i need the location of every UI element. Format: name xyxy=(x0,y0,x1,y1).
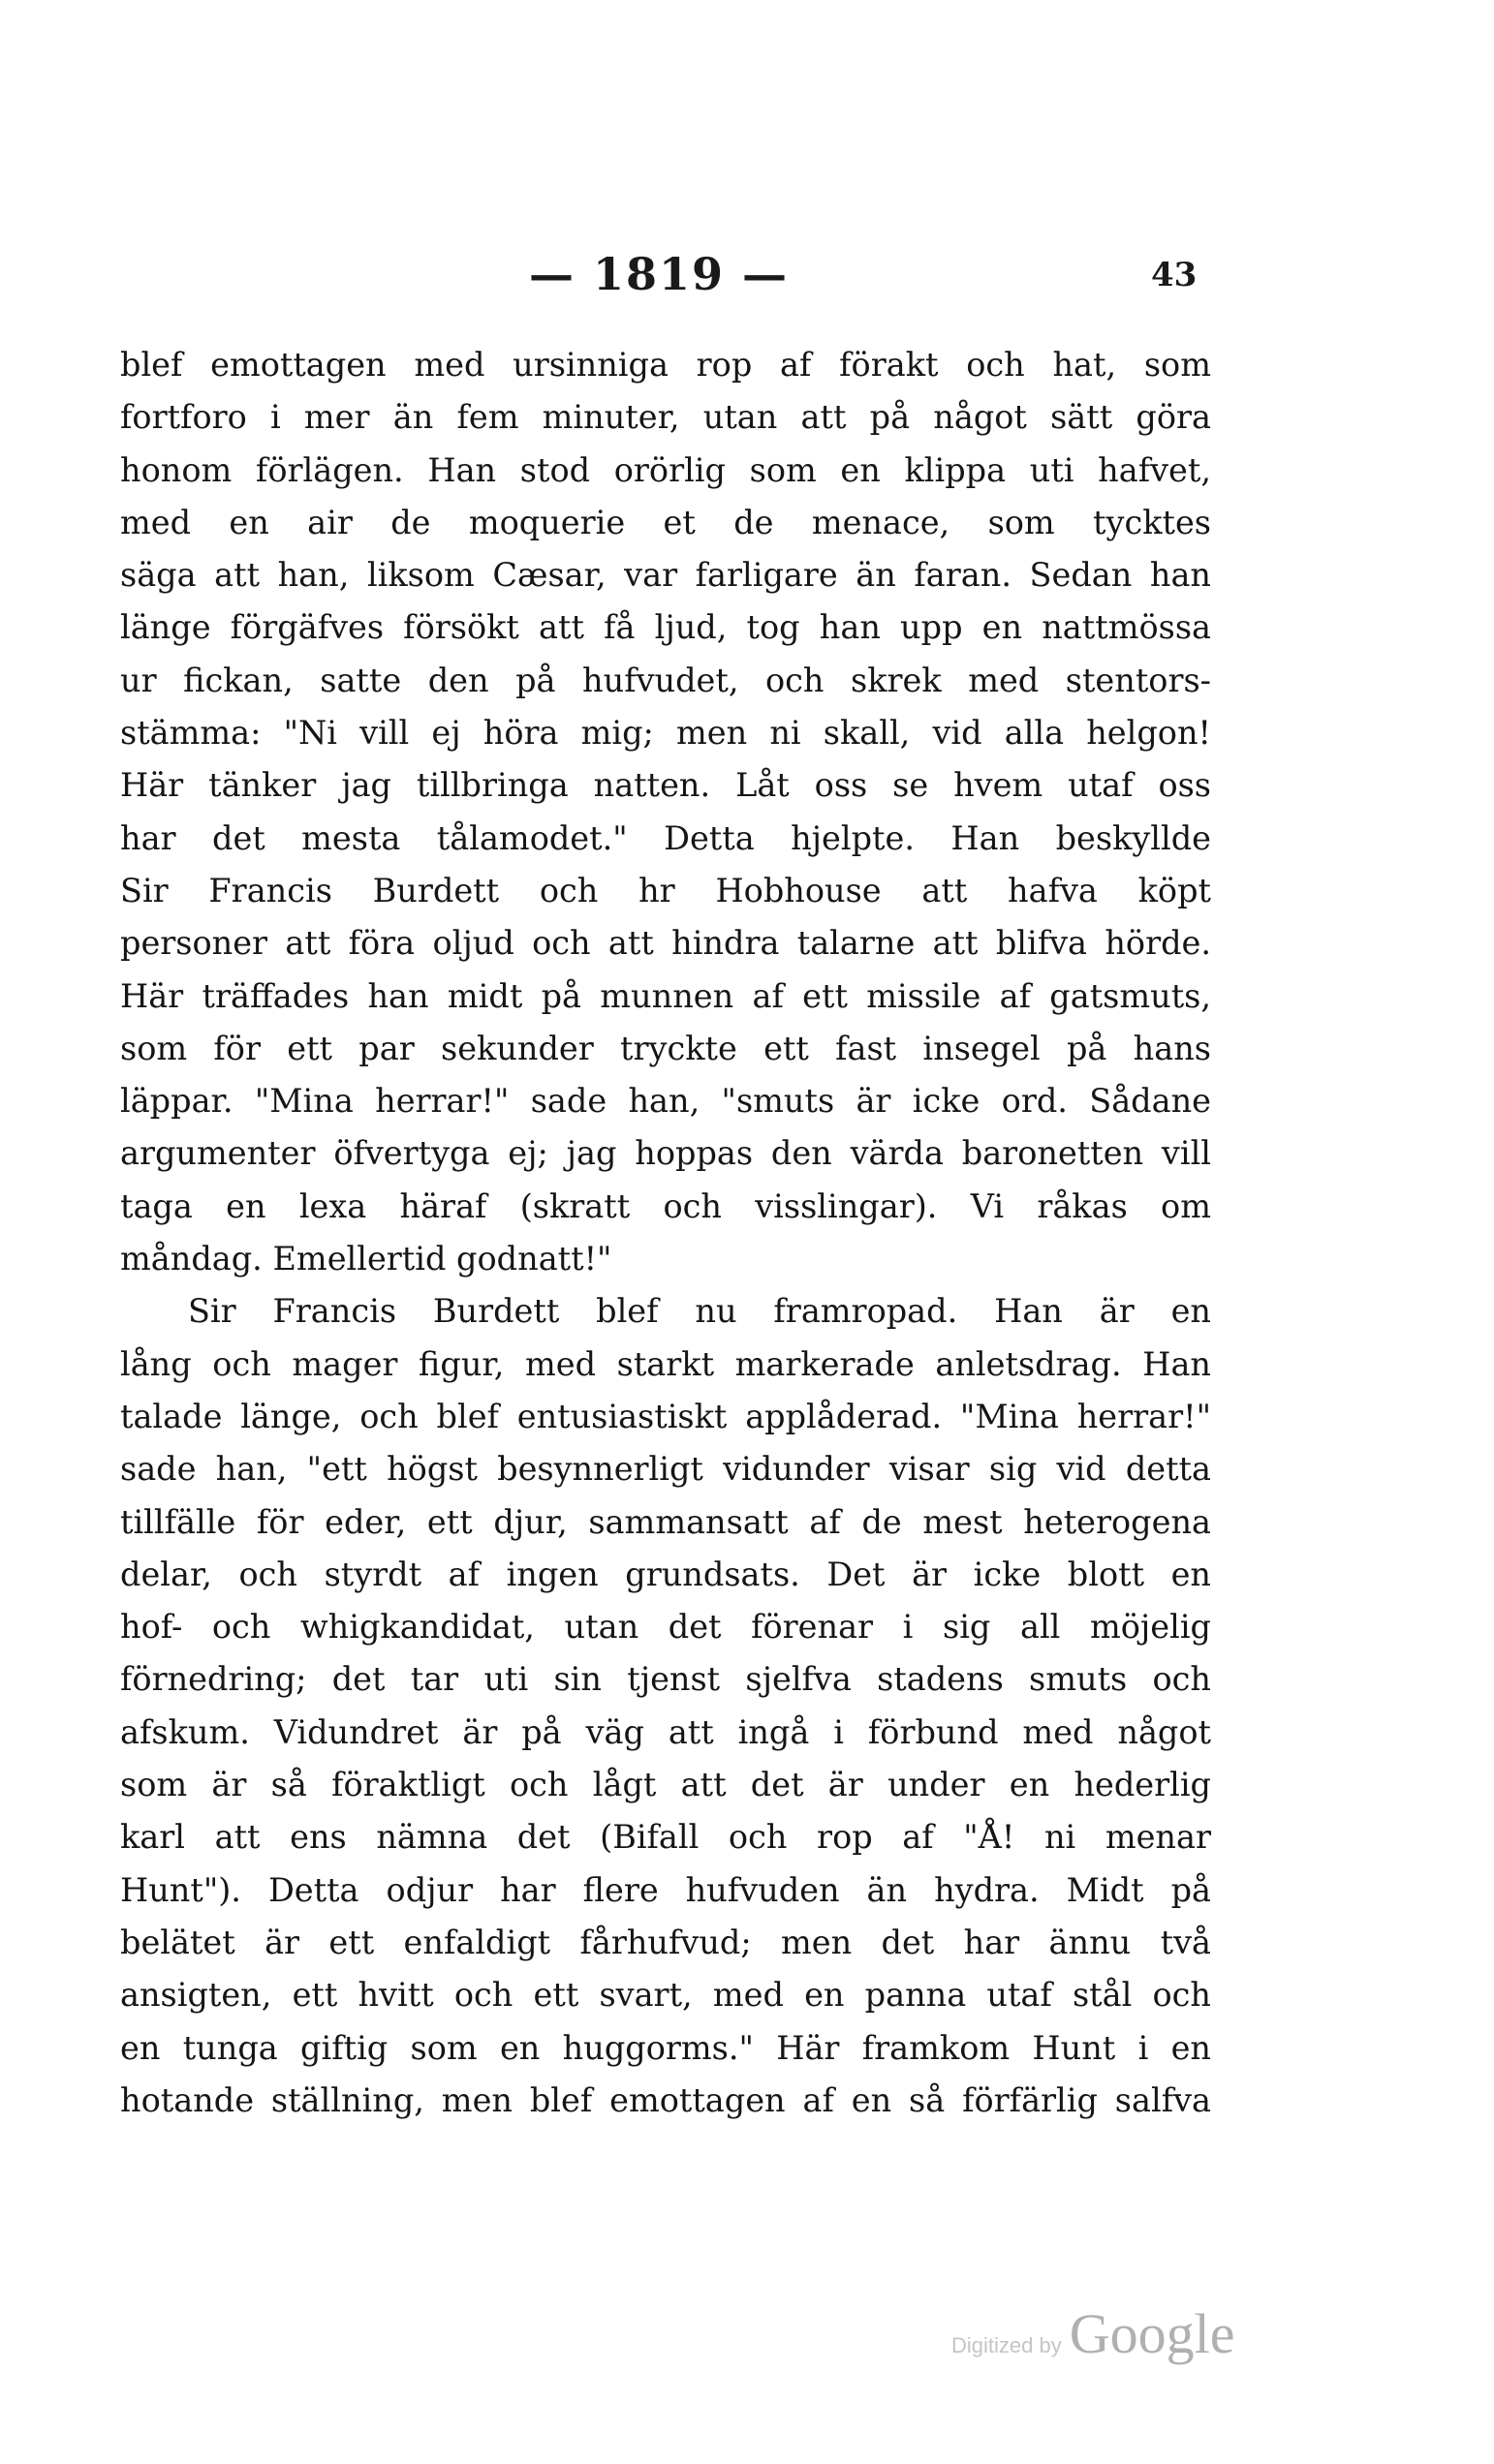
text-line: afskum. Vidundret är på väg att ingå i förbund med något xyxy=(120,1712,1211,1751)
text-line: Här träffades han midt på munnen af ett missile af gatsmuts, xyxy=(120,976,1211,1015)
text-line: hof- och whigkandidat, utan det förenar i sig all möjelig xyxy=(120,1608,1211,1647)
digitization-watermark xyxy=(951,2301,1234,2366)
text-line: talade länge, och blef entusiastiskt applåderad. "Mina herrar!" xyxy=(120,1397,1211,1435)
text-line: honom förlägen. Han stod orörlig som en klippa uti hafvet, xyxy=(120,450,1211,489)
text-line: personer att föra oljud och att hindra talarne att blifva hörde. xyxy=(120,924,1211,963)
google-logo: Google xyxy=(1069,2302,1235,2365)
page-header xyxy=(0,248,1494,306)
text-line: med en air de moquerie et de menace, som tycktes xyxy=(120,503,1211,541)
text-line: blef emottagen med ursinniga rop af förakt och hat, som xyxy=(120,346,1211,384)
page-number: 43 xyxy=(1151,256,1198,294)
text-line: karl att ens nämna det (Bifall och rop af "Å! ni menar xyxy=(120,1818,1211,1857)
text-line: Sir Francis Burdett blef nu framropad. Han är en xyxy=(188,1292,1211,1331)
text-line: stämma: "Ni vill ej höra mig; men ni skall, vid alla helgon! xyxy=(120,714,1211,753)
text-line: läppar. "Mina herrar!" sade han, "smuts är icke ord. Sådane xyxy=(120,1082,1211,1121)
text-line: en tunga giftig som en huggorms." Här framkom Hunt i en xyxy=(120,2028,1211,2067)
text-line: ansigten, ett hvitt och ett svart, med en panna utaf stål och xyxy=(120,1976,1211,2015)
text-line: förnedring; det tar uti sin tjenst sjelfva stadens smuts och xyxy=(120,1660,1211,1699)
text-line: lång och mager figur, med starkt markerade anletsdrag. Han xyxy=(120,1344,1211,1383)
running-head-year: — 1819 — xyxy=(528,248,790,300)
text-line: ur fickan, satte den på hufvudet, och skrek med stentors- xyxy=(120,661,1211,699)
text-line: belätet är ett enfaldigt fårhufvud; men det har ännu två xyxy=(120,1923,1211,1961)
text-line: fortforo i mer än fem minuter, utan att på något sätt göra xyxy=(120,398,1211,437)
text-line: Här tänker jag tillbringa natten. Låt oss se hvem utaf oss xyxy=(120,766,1211,805)
text-line: måndag. Emellertid godnatt!" xyxy=(120,1240,612,1278)
paragraph-2 xyxy=(120,1285,1211,2127)
digitized-by-label: Digitized by xyxy=(951,2333,1062,2357)
text-line: sade han, "ett högst besynnerligt vidunder visar sig vid detta xyxy=(120,1450,1211,1489)
text-line: tillfälle för eder, ett djur, sammansatt af de mest heterogena xyxy=(120,1502,1211,1541)
text-line: Sir Francis Burdett och hr Hobhouse att hafva köpt xyxy=(120,871,1211,909)
text-line: säga att han, liksom Cæsar, var farligare än faran. Sedan han xyxy=(120,556,1211,595)
text-line: som för ett par sekunder tryckte ett fast insegel på hans xyxy=(120,1029,1211,1067)
text-line: som är så föraktligt och lågt att det är under en hederlig xyxy=(120,1766,1211,1804)
text-line: Hunt"). Detta odjur har flere hufvuden än hydra. Midt på xyxy=(120,1870,1211,1909)
text-line: argumenter öfvertyga ej; jag hoppas den värda baronetten vill xyxy=(120,1134,1211,1173)
body-text xyxy=(120,339,1211,2127)
text-line: har det mesta tålamodet." Detta hjelpte. Han beskyllde xyxy=(120,818,1211,857)
paragraph-1 xyxy=(120,339,1211,1285)
text-line: taga en lexa häraf (skratt och visslingar). Vi råkas om xyxy=(120,1186,1211,1225)
text-line: delar, och styrdt af ingen grundsats. Det är icke blott en xyxy=(120,1555,1211,1593)
text-line: hotande ställning, men blef emottagen af en så förfärlig salfva xyxy=(120,2080,1211,2119)
text-line: länge förgäfves försökt att få ljud, tog han upp en nattmössa xyxy=(120,608,1211,647)
